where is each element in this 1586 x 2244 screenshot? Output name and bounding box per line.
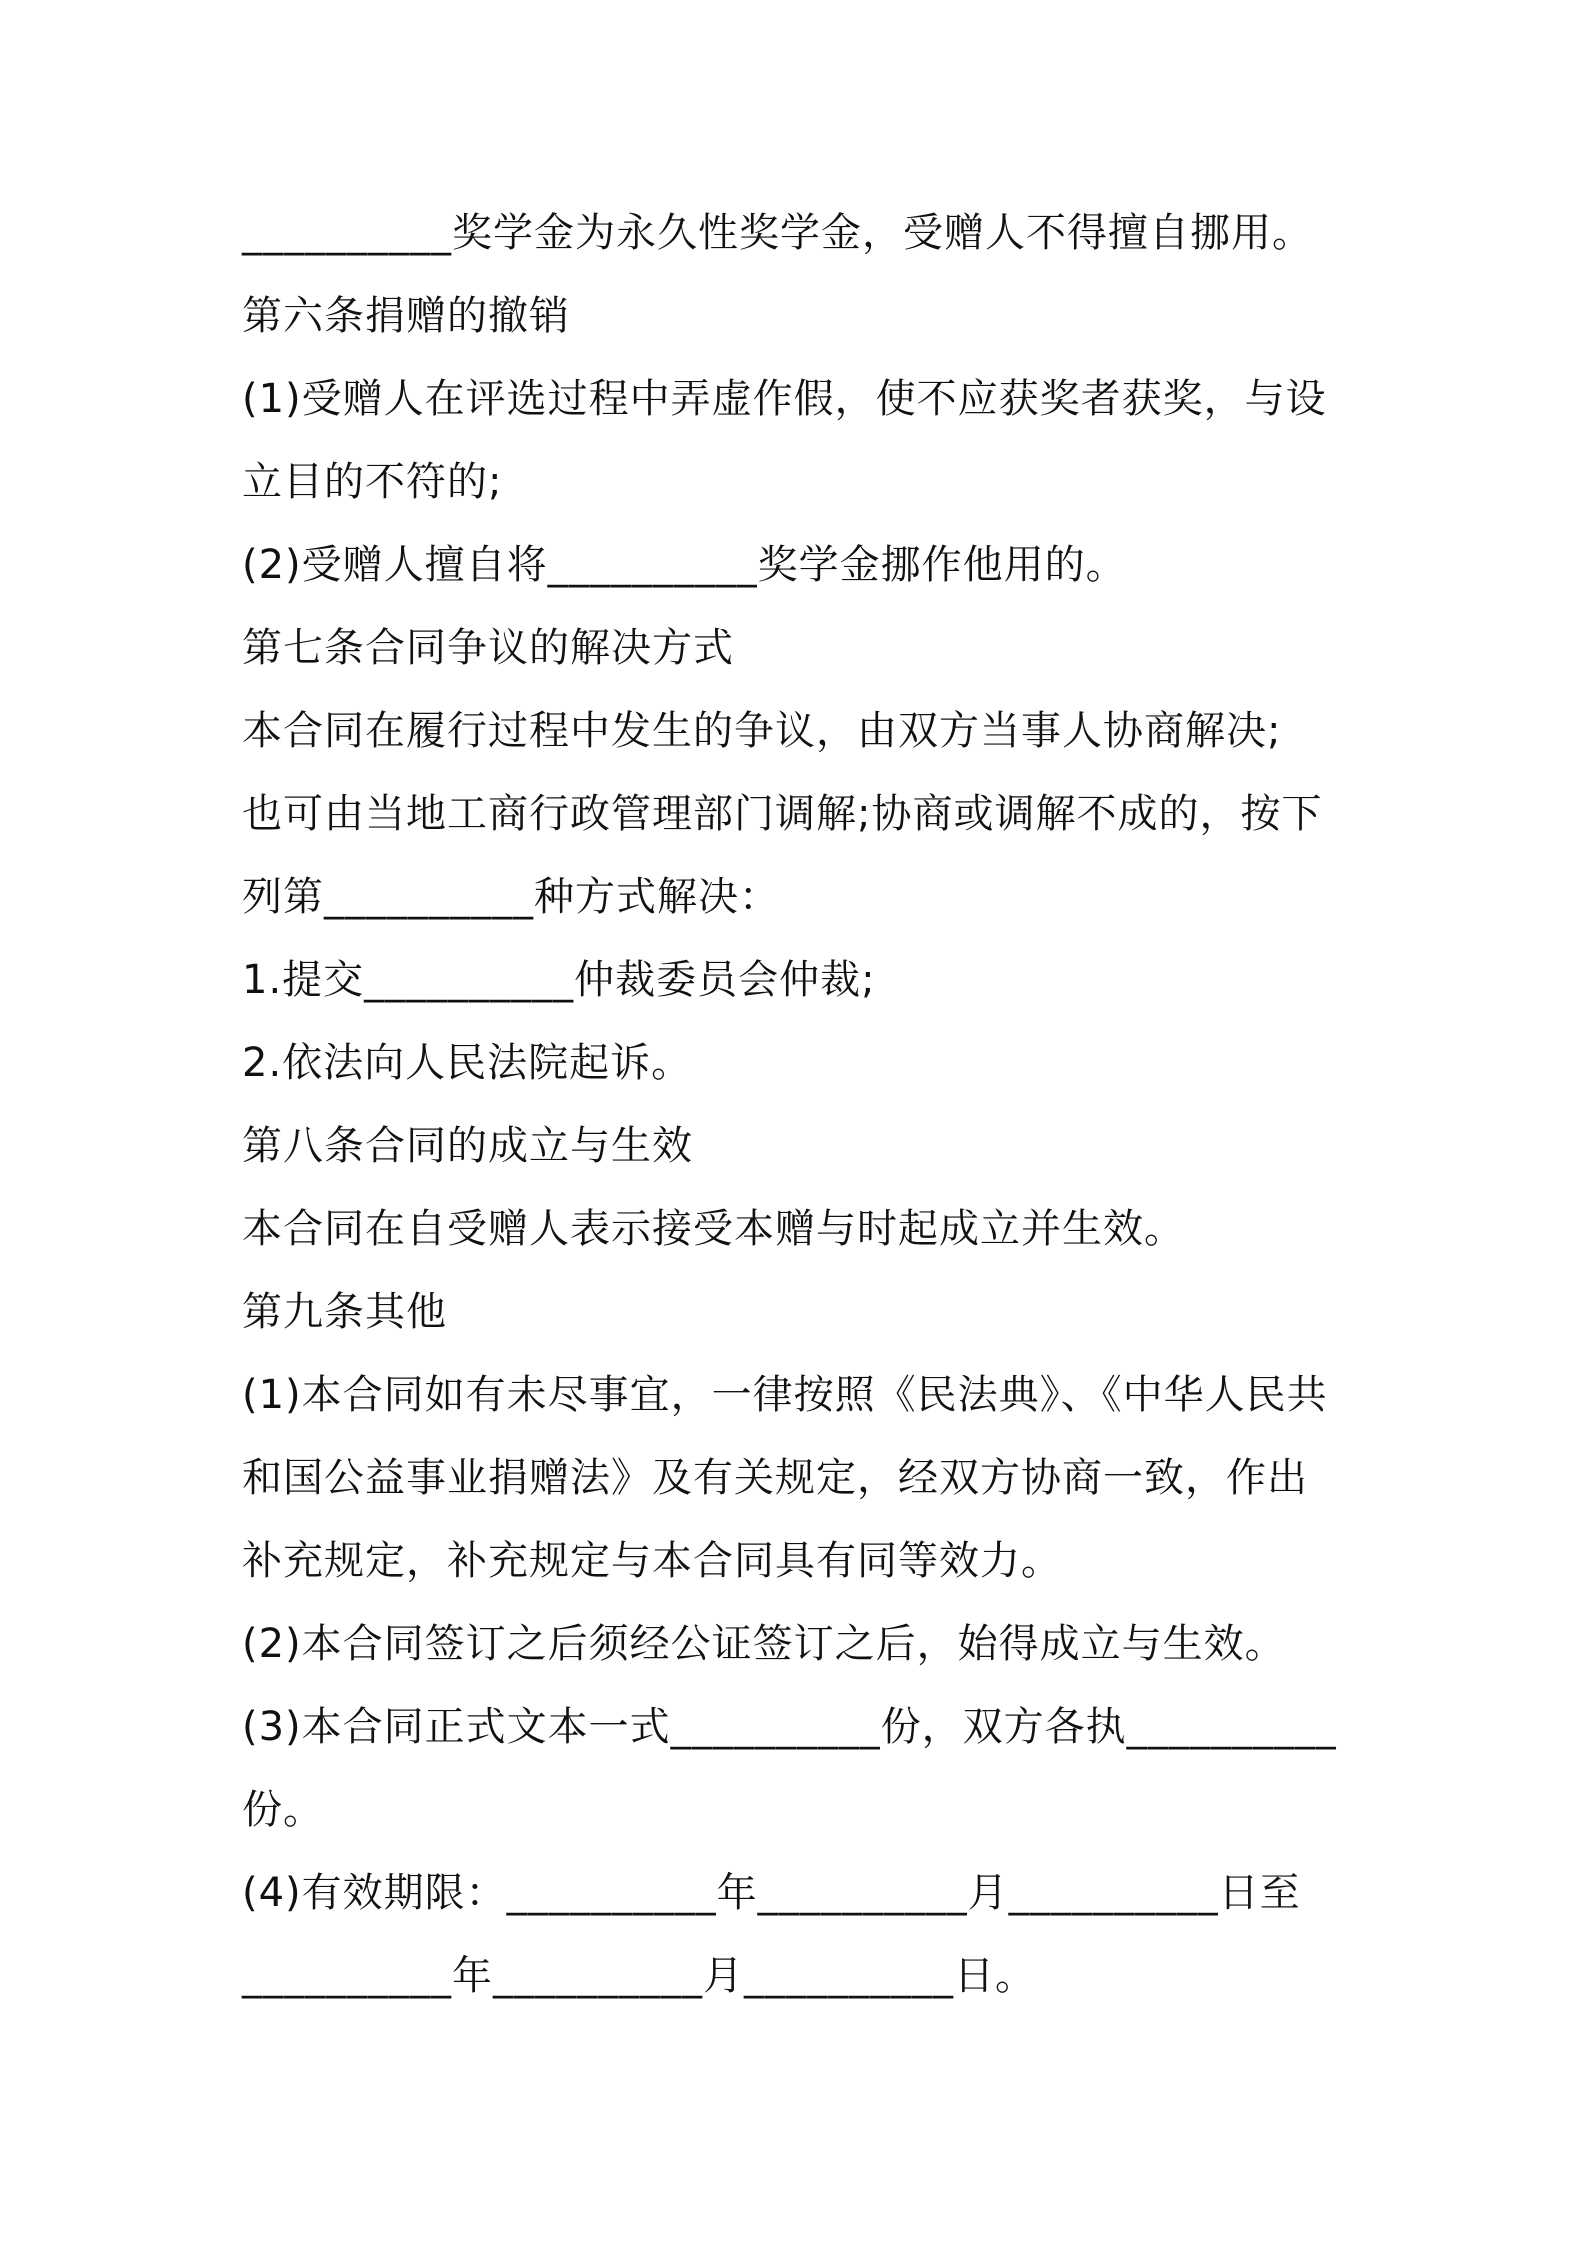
section-heading: 第九条其他: [242, 1289, 447, 1335]
body-line: 1.提交__________仲裁委员会仲裁;: [242, 957, 876, 1003]
section-heading: 第七条合同争议的解决方式: [242, 625, 734, 671]
body-line: (1)本合同如有未尽事宜，一律按照《民法典》、《中华人民共: [242, 1372, 1328, 1418]
body-line: (1)受赠人在评选过程中弄虚作假，使不应获奖者获奖，与设: [242, 376, 1327, 422]
body-line: __________奖学金为永久性奖学金，受赠人不得擅自挪用。: [242, 210, 1313, 256]
body-line: 2.依法向人民法院起诉。: [242, 1040, 693, 1086]
body-line: 本合同在自受赠人表示接受本赠与时起成立并生效。: [242, 1206, 1185, 1252]
body-line: 本合同在履行过程中发生的争议，由双方当事人协商解决;: [242, 708, 1282, 754]
body-line: 补充规定，补充规定与本合同具有同等效力。: [242, 1538, 1062, 1584]
body-line: (2)本合同签订之后须经公证签订之后，始得成立与生效。: [242, 1621, 1286, 1667]
body-line: 立目的不符的;: [242, 459, 503, 505]
body-line: __________年__________月__________日。: [242, 1953, 1036, 1999]
body-line: 也可由当地工商行政管理部门调解;协商或调解不成的，按下: [242, 791, 1323, 837]
body-line: (3)本合同正式文本一式__________份，双方各执__________: [242, 1704, 1337, 1750]
section-heading: 第八条合同的成立与生效: [242, 1123, 693, 1169]
body-line: 份。: [242, 1787, 324, 1833]
document-body: [242, 192, 1354, 2018]
body-line: 和国公益事业捐赠法》及有关规定，经双方协商一致，作出: [242, 1455, 1308, 1501]
body-line: 列第__________种方式解决：: [242, 874, 780, 920]
body-line: (4)有效期限：__________年__________月__________日至: [242, 1870, 1301, 1916]
section-heading: 第六条捐赠的撤销: [242, 293, 570, 339]
body-line: (2)受赠人擅自将__________奖学金挪作他用的。: [242, 542, 1127, 588]
